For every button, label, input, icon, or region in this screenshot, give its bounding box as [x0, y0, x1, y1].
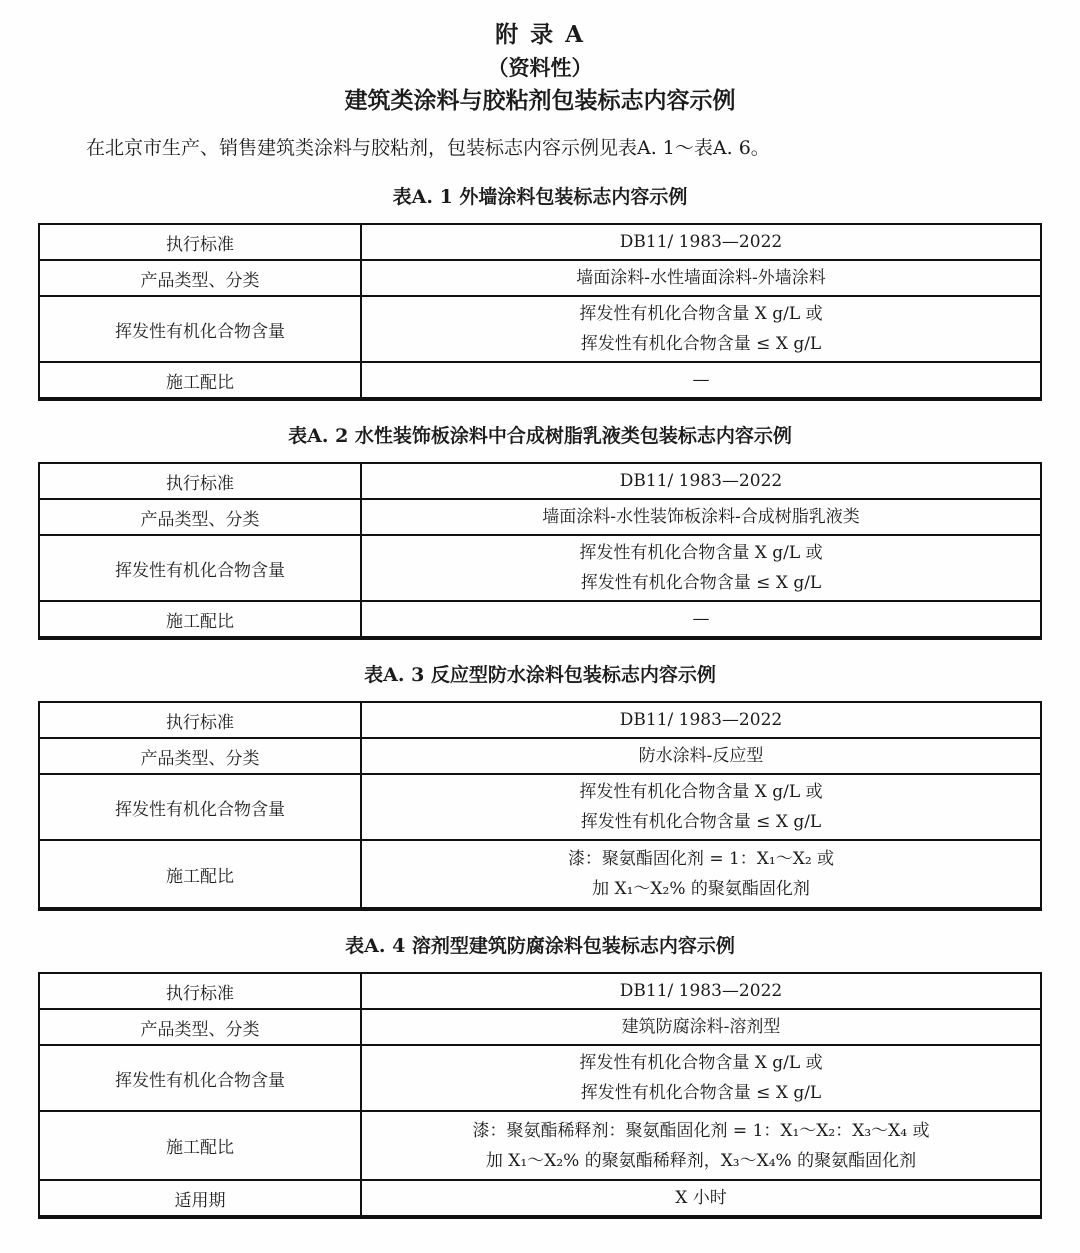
row-label: 执行标准 — [39, 463, 361, 499]
row-value — [361, 362, 1041, 399]
row-value — [361, 738, 1041, 774]
table-row — [39, 362, 1041, 399]
table-row — [39, 774, 1041, 840]
value-line: DB11/ 1983—2022 — [619, 232, 783, 252]
table-row — [39, 973, 1041, 1009]
table-row — [39, 1045, 1041, 1111]
table-a4-caption: 表A. 4 溶剂型建筑防腐涂料包装标志内容示例 — [345, 935, 735, 957]
table-row — [39, 1009, 1041, 1045]
table-a1 — [38, 223, 1042, 401]
table-a2-caption: 表A. 2 水性装饰板涂料中合成树脂乳液类包装标志内容示例 — [288, 425, 792, 447]
table-a1-caption: 表A. 1 外墙涂料包装标志内容示例 — [392, 186, 688, 208]
row-label: 执行标准 — [39, 973, 361, 1009]
table-row — [39, 535, 1041, 601]
row-label: 产品类型、分类 — [39, 738, 361, 774]
value-line: 挥发性有机化合物含量 ≤ X g/L — [580, 1083, 822, 1103]
table-row — [39, 463, 1041, 499]
table-row — [39, 840, 1041, 909]
value-line: 挥发性有机化合物含量 X g/L 或 — [579, 1053, 823, 1073]
row-label: 挥发性有机化合物含量 — [39, 774, 361, 840]
table-row — [39, 1180, 1041, 1217]
value-line: 加 X₁～X₂% 的聚氨酯固化剂 — [592, 879, 810, 899]
row-label: 施工配比 — [39, 840, 361, 909]
row-value — [361, 535, 1041, 601]
intro-paragraph: 在北京市生产、销售建筑类涂料与胶粘剂，包装标志内容示例见表A. 1～表A. 6。 — [86, 137, 770, 159]
row-value — [361, 840, 1041, 909]
table-a2 — [38, 462, 1042, 640]
appendix-subtitle: （资料性） — [487, 55, 593, 80]
table-a4 — [38, 972, 1042, 1219]
table-row — [39, 499, 1041, 535]
title-block — [38, 18, 1042, 118]
row-value — [361, 1045, 1041, 1111]
value-line: 挥发性有机化合物含量 X g/L 或 — [579, 543, 823, 563]
value-line: 漆：聚氨酯稀释剂：聚氨酯固化剂 = 1：X₁～X₂：X₃～X₄ 或 — [472, 1120, 930, 1141]
row-label: 施工配比 — [39, 362, 361, 399]
appendix-heading: 建筑类涂料与胶粘剂包装标志内容示例 — [344, 87, 736, 114]
table-row — [39, 601, 1041, 638]
row-value — [361, 601, 1041, 638]
row-value — [361, 1180, 1041, 1217]
value-line: DB11/ 1983—2022 — [619, 981, 783, 1001]
row-label: 挥发性有机化合物含量 — [39, 1045, 361, 1111]
row-label: 执行标准 — [39, 702, 361, 738]
row-label: 施工配比 — [39, 601, 361, 638]
value-line: 加 X₁～X₂% 的聚氨酯稀释剂，X₃～X₄% 的聚氨酯固化剂 — [485, 1150, 917, 1171]
row-value — [361, 973, 1041, 1009]
row-value — [361, 463, 1041, 499]
row-value — [361, 1009, 1041, 1045]
table-a3-caption: 表A. 3 反应型防水涂料包装标志内容示例 — [364, 664, 716, 686]
row-value — [361, 702, 1041, 738]
value-line: DB11/ 1983—2022 — [619, 471, 783, 491]
row-label: 挥发性有机化合物含量 — [39, 296, 361, 362]
table-row — [39, 738, 1041, 774]
row-label: 产品类型、分类 — [39, 1009, 361, 1045]
table-row — [39, 702, 1041, 738]
value-line: — — [692, 609, 710, 629]
row-label: 产品类型、分类 — [39, 499, 361, 535]
value-line: 挥发性有机化合物含量 ≤ X g/L — [580, 573, 822, 593]
value-line: 建筑防腐涂料-溶剂型 — [621, 1017, 781, 1037]
table-row — [39, 224, 1041, 260]
value-line: 挥发性有机化合物含量 ≤ X g/L — [580, 812, 822, 832]
value-line: 墙面涂料-水性墙面涂料-外墙涂料 — [576, 268, 826, 288]
table-row — [39, 260, 1041, 296]
row-value — [361, 774, 1041, 840]
value-line: 漆：聚氨酯固化剂 = 1：X₁～X₂ 或 — [567, 849, 835, 869]
row-value — [361, 260, 1041, 296]
row-label: 适用期 — [39, 1180, 361, 1217]
value-line: 挥发性有机化合物含量 X g/L 或 — [579, 304, 823, 324]
row-label: 施工配比 — [39, 1111, 361, 1180]
row-label: 挥发性有机化合物含量 — [39, 535, 361, 601]
appendix-title: 附 录 A — [495, 21, 585, 48]
row-label: 产品类型、分类 — [39, 260, 361, 296]
row-label: 执行标准 — [39, 224, 361, 260]
value-line: DB11/ 1983—2022 — [619, 710, 783, 730]
value-line: — — [692, 370, 710, 390]
value-line: 挥发性有机化合物含量 X g/L 或 — [579, 782, 823, 802]
row-value — [361, 1111, 1041, 1180]
row-value — [361, 499, 1041, 535]
row-value — [361, 224, 1041, 260]
value-line: 墙面涂料-水性装饰板涂料-合成树脂乳液类 — [542, 507, 860, 527]
row-value — [361, 296, 1041, 362]
value-line: 挥发性有机化合物含量 ≤ X g/L — [580, 334, 822, 354]
table-row — [39, 1111, 1041, 1180]
table-row — [39, 296, 1041, 362]
value-line: X 小时 — [675, 1188, 727, 1208]
table-a3 — [38, 701, 1042, 911]
value-line: 防水涂料-反应型 — [638, 746, 764, 766]
